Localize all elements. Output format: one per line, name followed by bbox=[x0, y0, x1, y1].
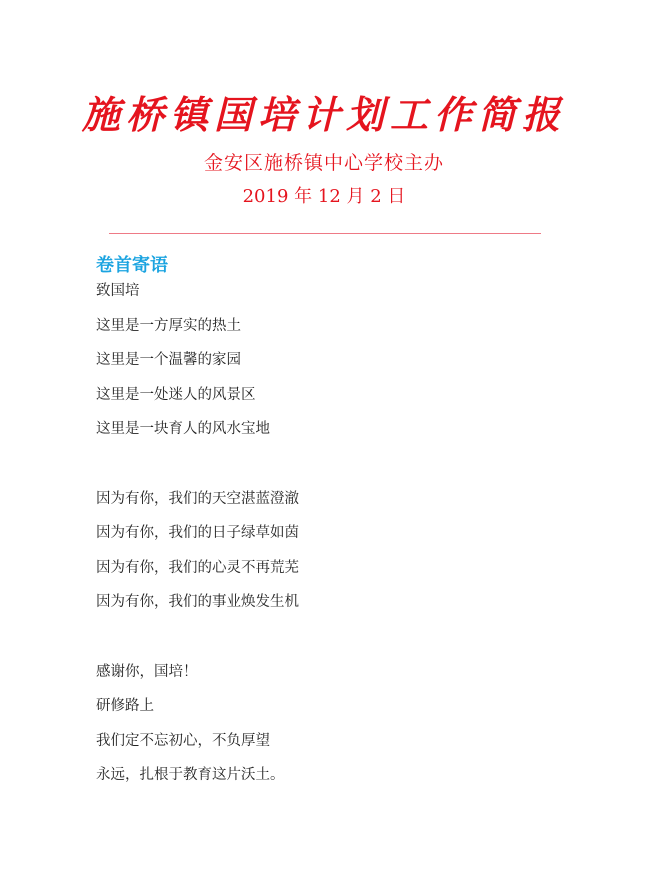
poem-line: 因为有你，我们的天空湛蓝澄澈 bbox=[96, 490, 299, 507]
header-divider bbox=[109, 233, 541, 234]
organizer-line: 金安区施桥镇中心学校主办 bbox=[203, 152, 444, 174]
poem-line: 这里是一处迷人的风景区 bbox=[96, 386, 256, 403]
issue-date: 2019 年 12 月 2 日 bbox=[242, 186, 406, 207]
poem-line: 这里是一个温馨的家园 bbox=[96, 352, 241, 369]
poem-line: 因为有你，我们的事业焕发生机 bbox=[96, 594, 299, 611]
poem-line: 因为有你，我们的日子绿草如茵 bbox=[96, 525, 299, 542]
poem-line: 我们定不忘初心，不负厚望 bbox=[96, 732, 270, 749]
poem-line: 永远，扎根于教育这片沃土。 bbox=[96, 767, 285, 784]
stanza-break bbox=[96, 456, 299, 473]
poem-line: 感谢你，国培！ bbox=[96, 663, 198, 680]
newsletter-title: 施桥镇国培计划工作简报 bbox=[81, 92, 566, 137]
section-heading: 卷首寄语 bbox=[96, 255, 168, 276]
poem-line: 这里是一块育人的风水宝地 bbox=[96, 421, 270, 438]
poem-line: 致国培 bbox=[96, 283, 140, 299]
poem-line: 因为有你，我们的心灵不再荒芜 bbox=[96, 559, 299, 576]
poem-line: 研修路上 bbox=[96, 698, 154, 715]
stanza-break bbox=[96, 629, 299, 646]
poem-line: 这里是一方厚实的热土 bbox=[96, 317, 241, 334]
poem-body bbox=[96, 283, 299, 802]
